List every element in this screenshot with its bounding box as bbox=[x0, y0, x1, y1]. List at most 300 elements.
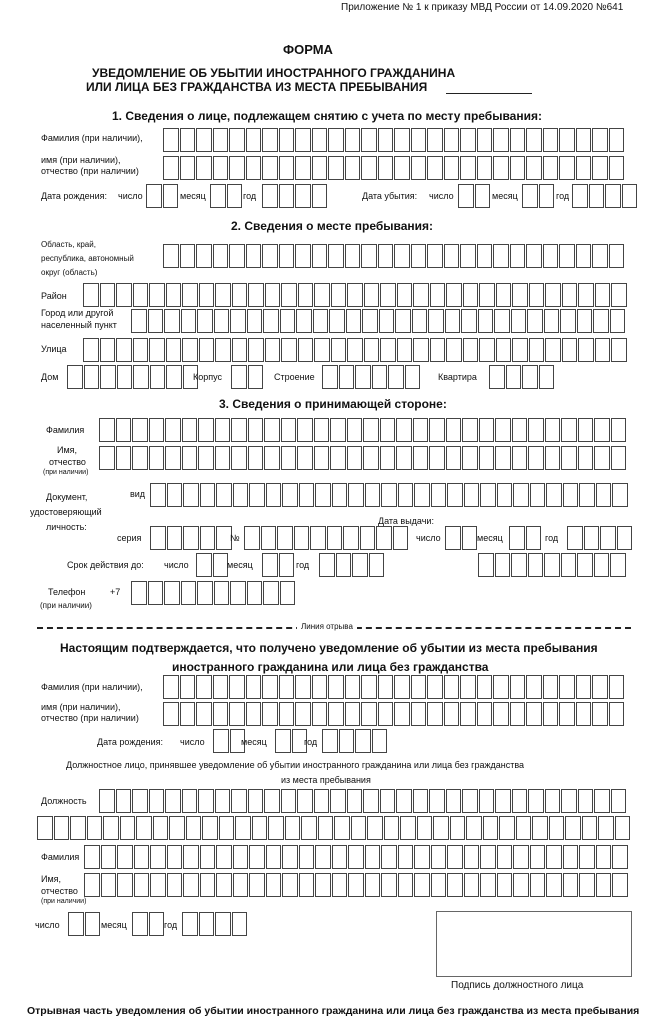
input-cell[interactable] bbox=[405, 365, 421, 389]
validity-month-boxes[interactable] bbox=[262, 553, 295, 577]
input-cell[interactable] bbox=[565, 816, 581, 840]
input-cell[interactable] bbox=[215, 789, 231, 813]
input-cell[interactable] bbox=[163, 244, 179, 268]
input-cell[interactable] bbox=[199, 912, 215, 936]
input-cell[interactable] bbox=[262, 702, 278, 726]
input-cell[interactable] bbox=[199, 283, 215, 307]
input-cell[interactable] bbox=[593, 309, 609, 333]
input-cell[interactable] bbox=[363, 446, 379, 470]
input-cell[interactable] bbox=[609, 675, 625, 699]
input-cell[interactable] bbox=[380, 446, 396, 470]
doc-kind-boxes[interactable] bbox=[150, 483, 629, 507]
input-cell[interactable] bbox=[67, 365, 83, 389]
input-cell[interactable] bbox=[412, 309, 428, 333]
input-cell[interactable] bbox=[180, 244, 196, 268]
departure-month-boxes[interactable] bbox=[522, 184, 555, 208]
input-cell[interactable] bbox=[413, 338, 429, 362]
input-cell[interactable] bbox=[117, 365, 133, 389]
input-cell[interactable] bbox=[314, 418, 330, 442]
input-cell[interactable] bbox=[460, 702, 476, 726]
input-cell[interactable] bbox=[495, 789, 511, 813]
input-cell[interactable] bbox=[248, 418, 264, 442]
input-cell[interactable] bbox=[332, 483, 348, 507]
input-cell[interactable] bbox=[526, 526, 542, 550]
input-cell[interactable] bbox=[361, 128, 377, 152]
input-cell[interactable] bbox=[516, 816, 532, 840]
input-cell[interactable] bbox=[244, 526, 260, 550]
input-cell[interactable] bbox=[460, 244, 476, 268]
input-cell[interactable] bbox=[600, 526, 616, 550]
input-cell[interactable] bbox=[279, 156, 295, 180]
input-cell[interactable] bbox=[397, 283, 413, 307]
input-cell[interactable] bbox=[609, 244, 625, 268]
input-cell[interactable] bbox=[100, 365, 116, 389]
input-cell[interactable] bbox=[213, 729, 229, 753]
input-cell[interactable] bbox=[196, 128, 212, 152]
input-cell[interactable] bbox=[363, 789, 379, 813]
input-cell[interactable] bbox=[489, 365, 505, 389]
input-cell[interactable] bbox=[529, 283, 545, 307]
input-cell[interactable] bbox=[196, 675, 212, 699]
input-cell[interactable] bbox=[150, 365, 166, 389]
input-cell[interactable] bbox=[365, 483, 381, 507]
host-surname-boxes[interactable] bbox=[99, 418, 627, 442]
input-cell[interactable] bbox=[279, 675, 295, 699]
input-cell[interactable] bbox=[379, 309, 395, 333]
input-cell[interactable] bbox=[576, 244, 592, 268]
input-cell[interactable] bbox=[592, 244, 608, 268]
input-cell[interactable] bbox=[380, 418, 396, 442]
house-boxes[interactable] bbox=[67, 365, 199, 389]
input-cell[interactable] bbox=[339, 729, 355, 753]
input-cell[interactable] bbox=[532, 816, 548, 840]
input-cell[interactable] bbox=[479, 418, 495, 442]
input-cell[interactable] bbox=[196, 244, 212, 268]
input-cell[interactable] bbox=[352, 553, 368, 577]
input-cell[interactable] bbox=[182, 338, 198, 362]
input-cell[interactable] bbox=[328, 128, 344, 152]
input-cell[interactable] bbox=[200, 845, 216, 869]
input-cell[interactable] bbox=[133, 365, 149, 389]
input-cell[interactable] bbox=[596, 845, 612, 869]
input-cell[interactable] bbox=[589, 184, 605, 208]
input-cell[interactable] bbox=[328, 702, 344, 726]
validity-day-boxes[interactable] bbox=[196, 553, 229, 577]
input-cell[interactable] bbox=[312, 184, 328, 208]
surname-boxes[interactable] bbox=[163, 128, 625, 152]
input-cell[interactable] bbox=[528, 446, 544, 470]
input-cell[interactable] bbox=[165, 418, 181, 442]
structure-boxes[interactable] bbox=[322, 365, 421, 389]
input-cell[interactable] bbox=[149, 789, 165, 813]
input-cell[interactable] bbox=[230, 581, 246, 605]
input-cell[interactable] bbox=[497, 845, 513, 869]
input-cell[interactable] bbox=[248, 789, 264, 813]
input-cell[interactable] bbox=[180, 702, 196, 726]
input-cell[interactable] bbox=[219, 816, 235, 840]
input-cell[interactable] bbox=[355, 365, 371, 389]
input-cell[interactable] bbox=[37, 816, 53, 840]
input-cell[interactable] bbox=[446, 446, 462, 470]
input-cell[interactable] bbox=[611, 789, 627, 813]
input-cell[interactable] bbox=[215, 446, 231, 470]
official-surname-boxes[interactable] bbox=[84, 845, 629, 869]
input-cell[interactable] bbox=[545, 283, 561, 307]
input-cell[interactable] bbox=[446, 283, 462, 307]
input-cell[interactable] bbox=[229, 244, 245, 268]
input-cell[interactable] bbox=[609, 156, 625, 180]
input-cell[interactable] bbox=[526, 702, 542, 726]
input-cell[interactable] bbox=[433, 816, 449, 840]
input-cell[interactable] bbox=[213, 156, 229, 180]
input-cell[interactable] bbox=[266, 873, 282, 897]
input-cell[interactable] bbox=[400, 816, 416, 840]
input-cell[interactable] bbox=[149, 418, 165, 442]
input-cell[interactable] bbox=[214, 309, 230, 333]
input-cell[interactable] bbox=[347, 338, 363, 362]
input-cell[interactable] bbox=[578, 418, 594, 442]
input-cell[interactable] bbox=[477, 702, 493, 726]
input-cell[interactable] bbox=[617, 526, 633, 550]
official-month-boxes[interactable] bbox=[132, 912, 165, 936]
input-cell[interactable] bbox=[545, 446, 561, 470]
input-cell[interactable] bbox=[612, 845, 628, 869]
input-cell[interactable] bbox=[328, 675, 344, 699]
input-cell[interactable] bbox=[431, 873, 447, 897]
input-cell[interactable] bbox=[70, 816, 86, 840]
input-cell[interactable] bbox=[394, 244, 410, 268]
input-cell[interactable] bbox=[563, 845, 579, 869]
input-cell[interactable] bbox=[279, 244, 295, 268]
input-cell[interactable] bbox=[496, 283, 512, 307]
input-cell[interactable] bbox=[527, 309, 543, 333]
input-cell[interactable] bbox=[447, 483, 463, 507]
input-cell[interactable] bbox=[330, 446, 346, 470]
input-cell[interactable] bbox=[398, 483, 414, 507]
input-cell[interactable] bbox=[332, 845, 348, 869]
input-cell[interactable] bbox=[562, 338, 578, 362]
input-cell[interactable] bbox=[396, 446, 412, 470]
input-cell[interactable] bbox=[543, 675, 559, 699]
input-cell[interactable] bbox=[264, 446, 280, 470]
input-cell[interactable] bbox=[261, 526, 277, 550]
input-cell[interactable] bbox=[478, 309, 494, 333]
input-cell[interactable] bbox=[281, 789, 297, 813]
input-cell[interactable] bbox=[314, 789, 330, 813]
input-cell[interactable] bbox=[576, 702, 592, 726]
input-cell[interactable] bbox=[198, 789, 214, 813]
input-cell[interactable] bbox=[136, 816, 152, 840]
host-name-boxes[interactable] bbox=[99, 446, 627, 470]
input-cell[interactable] bbox=[297, 789, 313, 813]
validity-year-boxes[interactable] bbox=[319, 553, 385, 577]
input-cell[interactable] bbox=[213, 675, 229, 699]
street-boxes[interactable] bbox=[83, 338, 628, 362]
input-cell[interactable] bbox=[622, 184, 638, 208]
input-cell[interactable] bbox=[609, 702, 625, 726]
input-cell[interactable] bbox=[378, 702, 394, 726]
input-cell[interactable] bbox=[595, 283, 611, 307]
input-cell[interactable] bbox=[347, 446, 363, 470]
input-cell[interactable] bbox=[216, 845, 232, 869]
input-cell[interactable] bbox=[310, 526, 326, 550]
input-cell[interactable] bbox=[364, 283, 380, 307]
input-cell[interactable] bbox=[150, 873, 166, 897]
input-cell[interactable] bbox=[427, 702, 443, 726]
input-cell[interactable] bbox=[167, 483, 183, 507]
input-cell[interactable] bbox=[345, 675, 361, 699]
input-cell[interactable] bbox=[493, 128, 509, 152]
region-boxes[interactable] bbox=[163, 244, 625, 268]
input-cell[interactable] bbox=[262, 184, 278, 208]
input-cell[interactable] bbox=[215, 418, 231, 442]
input-cell[interactable] bbox=[543, 244, 559, 268]
input-cell[interactable] bbox=[279, 184, 295, 208]
input-cell[interactable] bbox=[199, 338, 215, 362]
input-cell[interactable] bbox=[394, 702, 410, 726]
input-cell[interactable] bbox=[231, 365, 247, 389]
input-cell[interactable] bbox=[411, 675, 427, 699]
input-cell[interactable] bbox=[462, 446, 478, 470]
input-cell[interactable] bbox=[182, 789, 198, 813]
input-cell[interactable] bbox=[610, 553, 626, 577]
input-cell[interactable] bbox=[314, 446, 330, 470]
input-cell[interactable] bbox=[378, 156, 394, 180]
input-cell[interactable] bbox=[233, 845, 249, 869]
input-cell[interactable] bbox=[361, 156, 377, 180]
input-cell[interactable] bbox=[83, 338, 99, 362]
input-cell[interactable] bbox=[367, 816, 383, 840]
input-cell[interactable] bbox=[543, 702, 559, 726]
official-day-boxes[interactable] bbox=[68, 912, 101, 936]
input-cell[interactable] bbox=[427, 244, 443, 268]
input-cell[interactable] bbox=[183, 873, 199, 897]
input-cell[interactable] bbox=[167, 845, 183, 869]
input-cell[interactable] bbox=[133, 283, 149, 307]
input-cell[interactable] bbox=[445, 526, 461, 550]
input-cell[interactable] bbox=[116, 789, 132, 813]
input-cell[interactable] bbox=[559, 128, 575, 152]
input-cell[interactable] bbox=[215, 338, 231, 362]
input-cell[interactable] bbox=[528, 553, 544, 577]
birth-day-boxes[interactable] bbox=[146, 184, 179, 208]
input-cell[interactable] bbox=[526, 156, 542, 180]
input-cell[interactable] bbox=[475, 184, 491, 208]
input-cell[interactable] bbox=[166, 338, 182, 362]
input-cell[interactable] bbox=[163, 128, 179, 152]
input-cell[interactable] bbox=[132, 446, 148, 470]
input-cell[interactable] bbox=[149, 283, 165, 307]
input-cell[interactable] bbox=[559, 156, 575, 180]
input-cell[interactable] bbox=[165, 789, 181, 813]
input-cell[interactable] bbox=[282, 873, 298, 897]
input-cell[interactable] bbox=[132, 418, 148, 442]
input-cell[interactable] bbox=[478, 553, 494, 577]
input-cell[interactable] bbox=[506, 365, 522, 389]
input-cell[interactable] bbox=[233, 483, 249, 507]
input-cell[interactable] bbox=[84, 873, 100, 897]
input-cell[interactable] bbox=[512, 789, 528, 813]
input-cell[interactable] bbox=[510, 702, 526, 726]
input-cell[interactable] bbox=[431, 483, 447, 507]
official-year-boxes[interactable] bbox=[182, 912, 248, 936]
input-cell[interactable] bbox=[477, 244, 493, 268]
input-cell[interactable] bbox=[510, 675, 526, 699]
issue-day-boxes[interactable] bbox=[445, 526, 478, 550]
input-cell[interactable] bbox=[202, 816, 218, 840]
input-cell[interactable] bbox=[301, 816, 317, 840]
doc-number-boxes[interactable] bbox=[244, 526, 409, 550]
input-cell[interactable] bbox=[327, 526, 343, 550]
input-cell[interactable] bbox=[328, 244, 344, 268]
input-cell[interactable] bbox=[248, 365, 264, 389]
input-cell[interactable] bbox=[594, 446, 610, 470]
input-cell[interactable] bbox=[197, 309, 213, 333]
birth-year-boxes[interactable] bbox=[262, 184, 328, 208]
input-cell[interactable] bbox=[249, 873, 265, 897]
input-cell[interactable] bbox=[592, 675, 608, 699]
input-cell[interactable] bbox=[461, 309, 477, 333]
input-cell[interactable] bbox=[562, 283, 578, 307]
input-cell[interactable] bbox=[294, 526, 310, 550]
input-cell[interactable] bbox=[393, 526, 409, 550]
input-cell[interactable] bbox=[235, 816, 251, 840]
input-cell[interactable] bbox=[103, 816, 119, 840]
input-cell[interactable] bbox=[584, 526, 600, 550]
input-cell[interactable] bbox=[394, 128, 410, 152]
input-cell[interactable] bbox=[493, 156, 509, 180]
input-cell[interactable] bbox=[577, 309, 593, 333]
input-cell[interactable] bbox=[282, 845, 298, 869]
input-cell[interactable] bbox=[576, 128, 592, 152]
input-cell[interactable] bbox=[460, 128, 476, 152]
input-cell[interactable] bbox=[116, 283, 132, 307]
input-cell[interactable] bbox=[180, 128, 196, 152]
input-cell[interactable] bbox=[84, 365, 100, 389]
input-cell[interactable] bbox=[372, 365, 388, 389]
input-cell[interactable] bbox=[578, 283, 594, 307]
input-cell[interactable] bbox=[133, 338, 149, 362]
input-cell[interactable] bbox=[411, 702, 427, 726]
input-cell[interactable] bbox=[281, 446, 297, 470]
input-cell[interactable] bbox=[233, 873, 249, 897]
input-cell[interactable] bbox=[285, 816, 301, 840]
input-cell[interactable] bbox=[512, 338, 528, 362]
input-cell[interactable] bbox=[167, 873, 183, 897]
input-cell[interactable] bbox=[299, 873, 315, 897]
input-cell[interactable] bbox=[83, 283, 99, 307]
input-cell[interactable] bbox=[99, 418, 115, 442]
input-cell[interactable] bbox=[295, 675, 311, 699]
input-cell[interactable] bbox=[336, 553, 352, 577]
input-cell[interactable] bbox=[545, 789, 561, 813]
input-cell[interactable] bbox=[445, 309, 461, 333]
input-cell[interactable] bbox=[298, 338, 314, 362]
input-cell[interactable] bbox=[411, 128, 427, 152]
input-cell[interactable] bbox=[388, 365, 404, 389]
input-cell[interactable] bbox=[444, 128, 460, 152]
input-cell[interactable] bbox=[495, 553, 511, 577]
input-cell[interactable] bbox=[477, 675, 493, 699]
input-cell[interactable] bbox=[384, 816, 400, 840]
input-cell[interactable] bbox=[312, 156, 328, 180]
input-cell[interactable] bbox=[153, 816, 169, 840]
input-cell[interactable] bbox=[196, 702, 212, 726]
input-cell[interactable] bbox=[444, 244, 460, 268]
input-cell[interactable] bbox=[611, 338, 627, 362]
input-cell[interactable] bbox=[493, 244, 509, 268]
input-cell[interactable] bbox=[493, 675, 509, 699]
input-cell[interactable] bbox=[510, 128, 526, 152]
input-cell[interactable] bbox=[380, 789, 396, 813]
input-cell[interactable] bbox=[611, 283, 627, 307]
input-cell[interactable] bbox=[526, 675, 542, 699]
input-cell[interactable] bbox=[477, 156, 493, 180]
input-cell[interactable] bbox=[497, 483, 513, 507]
input-cell[interactable] bbox=[444, 675, 460, 699]
input-cell[interactable] bbox=[265, 283, 281, 307]
input-cell[interactable] bbox=[215, 912, 231, 936]
input-cell[interactable] bbox=[246, 244, 262, 268]
input-cell[interactable] bbox=[398, 845, 414, 869]
input-cell[interactable] bbox=[496, 338, 512, 362]
input-cell[interactable] bbox=[229, 128, 245, 152]
input-cell[interactable] bbox=[351, 816, 367, 840]
input-cell[interactable] bbox=[232, 283, 248, 307]
input-cell[interactable] bbox=[512, 418, 528, 442]
input-cell[interactable] bbox=[100, 338, 116, 362]
input-cell[interactable] bbox=[348, 483, 364, 507]
input-cell[interactable] bbox=[180, 156, 196, 180]
input-cell[interactable] bbox=[312, 128, 328, 152]
input-cell[interactable] bbox=[561, 789, 577, 813]
input-cell[interactable] bbox=[414, 873, 430, 897]
input-cell[interactable] bbox=[99, 446, 115, 470]
input-cell[interactable] bbox=[163, 156, 179, 180]
input-cell[interactable] bbox=[318, 816, 334, 840]
input-cell[interactable] bbox=[183, 526, 199, 550]
input-cell[interactable] bbox=[210, 184, 226, 208]
input-cell[interactable] bbox=[339, 365, 355, 389]
input-cell[interactable] bbox=[594, 789, 610, 813]
input-cell[interactable] bbox=[430, 283, 446, 307]
input-cell[interactable] bbox=[262, 128, 278, 152]
input-cell[interactable] bbox=[355, 729, 371, 753]
input-cell[interactable] bbox=[200, 873, 216, 897]
input-cell[interactable] bbox=[446, 418, 462, 442]
input-cell[interactable] bbox=[545, 418, 561, 442]
input-cell[interactable] bbox=[611, 418, 627, 442]
input-cell[interactable] bbox=[116, 418, 132, 442]
input-cell[interactable] bbox=[167, 526, 183, 550]
input-cell[interactable] bbox=[149, 446, 165, 470]
input-cell[interactable] bbox=[450, 816, 466, 840]
input-cell[interactable] bbox=[378, 128, 394, 152]
input-cell[interactable] bbox=[546, 845, 562, 869]
input-cell[interactable] bbox=[572, 184, 588, 208]
input-cell[interactable] bbox=[363, 418, 379, 442]
input-cell[interactable] bbox=[411, 156, 427, 180]
input-cell[interactable] bbox=[595, 338, 611, 362]
input-cell[interactable] bbox=[462, 789, 478, 813]
input-cell[interactable] bbox=[480, 483, 496, 507]
input-cell[interactable] bbox=[183, 483, 199, 507]
input-cell[interactable] bbox=[265, 338, 281, 362]
city-boxes[interactable] bbox=[131, 309, 626, 333]
input-cell[interactable] bbox=[479, 789, 495, 813]
input-cell[interactable] bbox=[182, 418, 198, 442]
input-cell[interactable] bbox=[213, 553, 229, 577]
